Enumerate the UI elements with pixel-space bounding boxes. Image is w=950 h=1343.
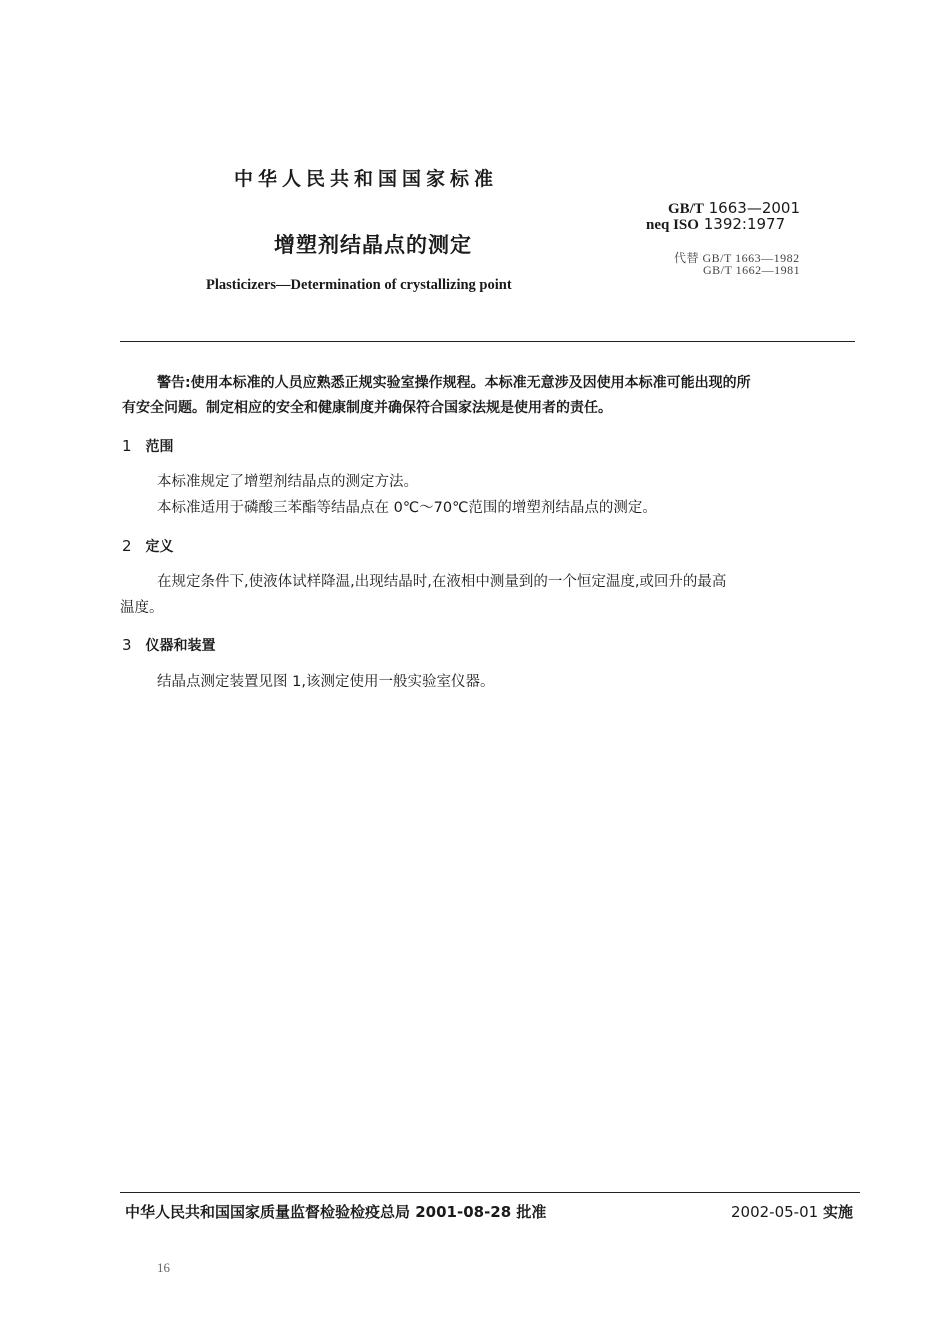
paragraph: 本标准规定了增塑剂结晶点的测定方法。 bbox=[157, 474, 418, 490]
effective-date: 2002-05-01 bbox=[731, 1203, 819, 1221]
header-divider bbox=[120, 341, 855, 342]
paragraph: 温度。 bbox=[120, 600, 164, 616]
warning-paragraph bbox=[122, 371, 858, 421]
section-title: 仪器和装置 bbox=[145, 638, 216, 654]
section-heading-apparatus bbox=[122, 635, 216, 655]
section-body-apparatus bbox=[120, 669, 858, 695]
warning-line-1: 警告:使用本标准的人员应熟悉正规实验室操作规程。本标准无意涉及因使用本标准可能出现的所 bbox=[157, 375, 751, 391]
replaces-line-2: GB/T 1662—1981 bbox=[703, 263, 801, 277]
page-number: 16 bbox=[157, 1260, 170, 1275]
warning-line-2: 有安全问题。制定相应的安全和健康制度并确保符合国家法规是使用者的责任。 bbox=[122, 400, 612, 416]
section-heading-definition bbox=[122, 536, 174, 556]
paragraph: 本标准适用于磷酸三苯酯等结晶点在 0℃～70℃范围的增塑剂结晶点的测定。 bbox=[157, 500, 657, 516]
equivalence-note bbox=[646, 215, 785, 234]
standard-prefix: GB/T bbox=[668, 201, 704, 217]
standard-title-en: Plasticizers—Determination of crystallizing point bbox=[206, 277, 512, 293]
replaces-line-1: 代替 GB/T 1663—1982 bbox=[674, 251, 800, 265]
paragraph: 在规定条件下,使液体试样降温,出现结晶时,在液相中测量到的一个恒定温度,或回升的最高 bbox=[157, 574, 727, 590]
standard-title-cn: 增塑剂结晶点的测定 bbox=[274, 233, 472, 257]
section-heading-scope bbox=[122, 436, 174, 456]
approval-line: 中华人民共和国国家质量监督检验检疫总局 2001-08-28 批准 bbox=[125, 1203, 547, 1221]
national-standard-heading: 中华人民共和国国家标准 bbox=[234, 168, 499, 190]
effective-line bbox=[731, 1201, 853, 1222]
section-title: 定义 bbox=[145, 539, 174, 555]
effective-label: 实施 bbox=[822, 1203, 853, 1221]
neq-prefix: neq ISO bbox=[646, 217, 699, 233]
section-title: 范围 bbox=[145, 439, 174, 455]
standard-code: 1663—2001 bbox=[708, 199, 800, 217]
paragraph: 结晶点测定装置见图 1,该测定使用一般实验室仪器。 bbox=[157, 674, 495, 690]
footer-divider bbox=[120, 1192, 860, 1193]
neq-code: 1392:1977 bbox=[703, 215, 786, 233]
section-number: 3 bbox=[122, 636, 132, 654]
section-number: 1 bbox=[122, 437, 132, 455]
section-body-scope bbox=[120, 469, 858, 521]
section-body-definition bbox=[120, 569, 858, 621]
section-number: 2 bbox=[122, 537, 132, 555]
